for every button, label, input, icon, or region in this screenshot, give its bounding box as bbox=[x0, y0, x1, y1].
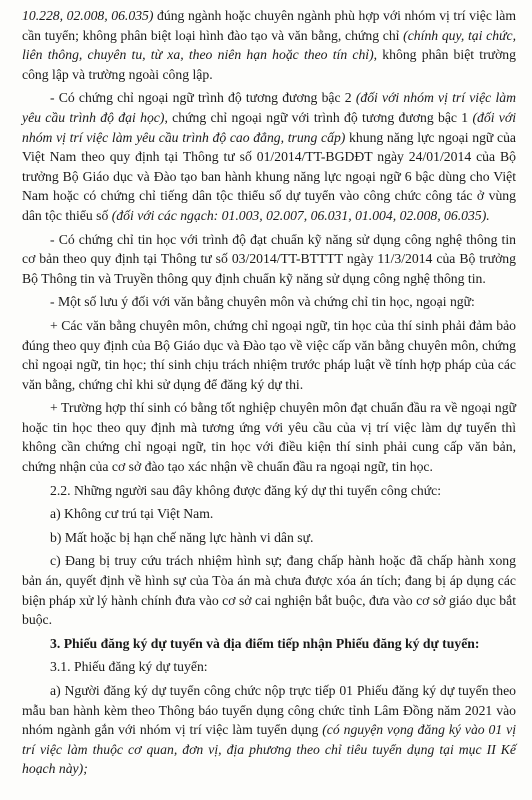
paragraph bbox=[22, 657, 516, 677]
italic-text: (đối với nhóm vị trí việc làm yêu cầu trình độ cao đẳng, trung cấp) bbox=[22, 109, 516, 145]
section-heading bbox=[22, 634, 516, 654]
text-run: + Trường hợp thí sinh có bằng tốt nghiệp chuyên môn đạt chuẩn đầu ra về ngoại ngữ hoặc tin học theo quy định mà tương ứng với yêu cầu của vị trí việc làm dự tuyển thì không cần chứng chỉ ngoại ngữ, tin học với điều kiện thí sinh phải cung cấp văn bản, chứng nhận của cơ sở đào tạo xác nhận về chuẩn đầu ra ngoại ngữ, tin học. bbox=[22, 400, 516, 475]
paragraph bbox=[22, 504, 516, 524]
text-run: , chứng chỉ ngoại ngữ với trình độ tương đương bậc 1 bbox=[164, 109, 473, 125]
paragraph bbox=[22, 6, 516, 84]
italic-text: (đối với các ngạch: 01.003, 02.007, 06.031, 01.004, 02.008, 06.035). bbox=[111, 207, 490, 223]
text-run: c) Đang bị truy cứu trách nhiệm hình sự; đang chấp hành hoặc đã chấp hành xong bản án, quyết định về hình sự của Tòa án mà chưa được xóa án tích; đang bị áp dụng các biện pháp xử lý hành chính đưa vào cơ sở cai nghiện bắt buộc, đưa vào cơ sở giáo dục bắt buộc. bbox=[22, 553, 516, 628]
paragraph bbox=[22, 398, 516, 476]
text-run: a) Không cư trú tại Việt Nam. bbox=[50, 506, 214, 522]
text-run: 2.2. Những người sau đây không được đăng ký dự thi tuyển công chức: bbox=[50, 482, 442, 498]
text-run: a) Người đăng ký dự tuyển công chức nộp trực tiếp 01 Phiếu đăng ký dự tuyển theo mẫu ban hành kèm theo Thông báo tuyển dụng công chức tỉnh Lâm Đồng năm 2021 vào nhóm ngành gắn với nhóm vị trí việc làm tuyển dụng bbox=[22, 683, 516, 738]
paragraph bbox=[22, 481, 516, 501]
paragraph bbox=[22, 230, 516, 289]
italic-text: (đối với nhóm vị trí việc làm yêu cầu trình độ đại học) bbox=[22, 90, 516, 125]
text-run: 3. Phiếu đăng ký dự tuyển và địa điểm tiếp nhận Phiếu đăng ký dự tuyển: bbox=[50, 635, 480, 651]
text-run: , không phân biệt trường công lập và trường ngoài công lập. bbox=[22, 47, 516, 82]
text-run: b) Mất hoặc bị hạn chế năng lực hành vi dân sự. bbox=[50, 529, 314, 545]
text-run: - Có chứng chỉ ngoại ngữ trình độ tương đương bậc 2 bbox=[50, 90, 356, 106]
paragraph bbox=[22, 528, 516, 548]
paragraph bbox=[22, 681, 516, 779]
text-run: - Có chứng chỉ tin học với trình độ đạt chuẩn kỹ năng sử dụng công nghệ thông tin cơ bản theo quy định tại Thông tư số 03/2014/TT-BTTTT ngày 11/3/2014 của Bộ trưởng Bộ Thông tin và Truyền thông quy định chuẩn kỹ năng sử dụng công nghệ thông tin. bbox=[22, 231, 516, 286]
text-run: khung năng lực ngoại ngữ của Việt Nam theo quy định tại Thông tư số 01/2014/TT-BGDĐT ngày 24/01/2014 của Bộ trưởng Bộ Giáo dục và Đào tạo ban hành khung năng lực ngoại ngữ 6 bậc dùng cho Việt Nam hoặc có chứng chỉ tiếng dân tộc thiểu số dự tuyển vào công chức công tác ở vùng dân tộc thiểu số bbox=[22, 129, 516, 223]
italic-text: (chính quy, tại chức, liên thông, chuyên tu, từ xa, theo niên hạn hoặc theo tín chỉ) bbox=[22, 27, 516, 63]
text-run: - Một số lưu ý đối với văn bằng chuyên môn và chứng chỉ tin học, ngoại ngữ: bbox=[50, 294, 475, 310]
text-run: đúng ngành hoặc chuyên ngành phù hợp với nhóm vị trí việc làm cần tuyển; không phân biệt loại hình đào tạo và văn bằng, chứng chỉ bbox=[22, 8, 517, 43]
text-run: 3.1. Phiếu đăng ký dự tuyển: bbox=[50, 659, 208, 675]
paragraph bbox=[22, 316, 516, 394]
paragraph bbox=[22, 292, 516, 312]
paragraph bbox=[22, 88, 516, 225]
text-run: + Các văn bằng chuyên môn, chứng chỉ ngoại ngữ, tin học của thí sinh phải đảm bảo đúng theo quy định của Bộ Giáo dục và Đào tạo về việc cấp văn bằng chuyên môn, chứng chỉ ngoại ngữ, tin học; thí sinh chịu trách nhiệm trước pháp luật về tính hợp pháp của các văn bằng, chứng chỉ khi sử dụng để đăng ký dự thi. bbox=[22, 317, 516, 392]
paragraph bbox=[22, 551, 516, 629]
italic-text: 10.228, 02.008, 06.035) bbox=[22, 8, 154, 23]
italic-text: (có nguyện vọng đăng ký vào 01 vị trí việc làm thuộc cơ quan, đơn vị, địa phương theo chỉ tiêu tuyển dụng tại mục II Kế hoạch này); bbox=[22, 722, 516, 777]
